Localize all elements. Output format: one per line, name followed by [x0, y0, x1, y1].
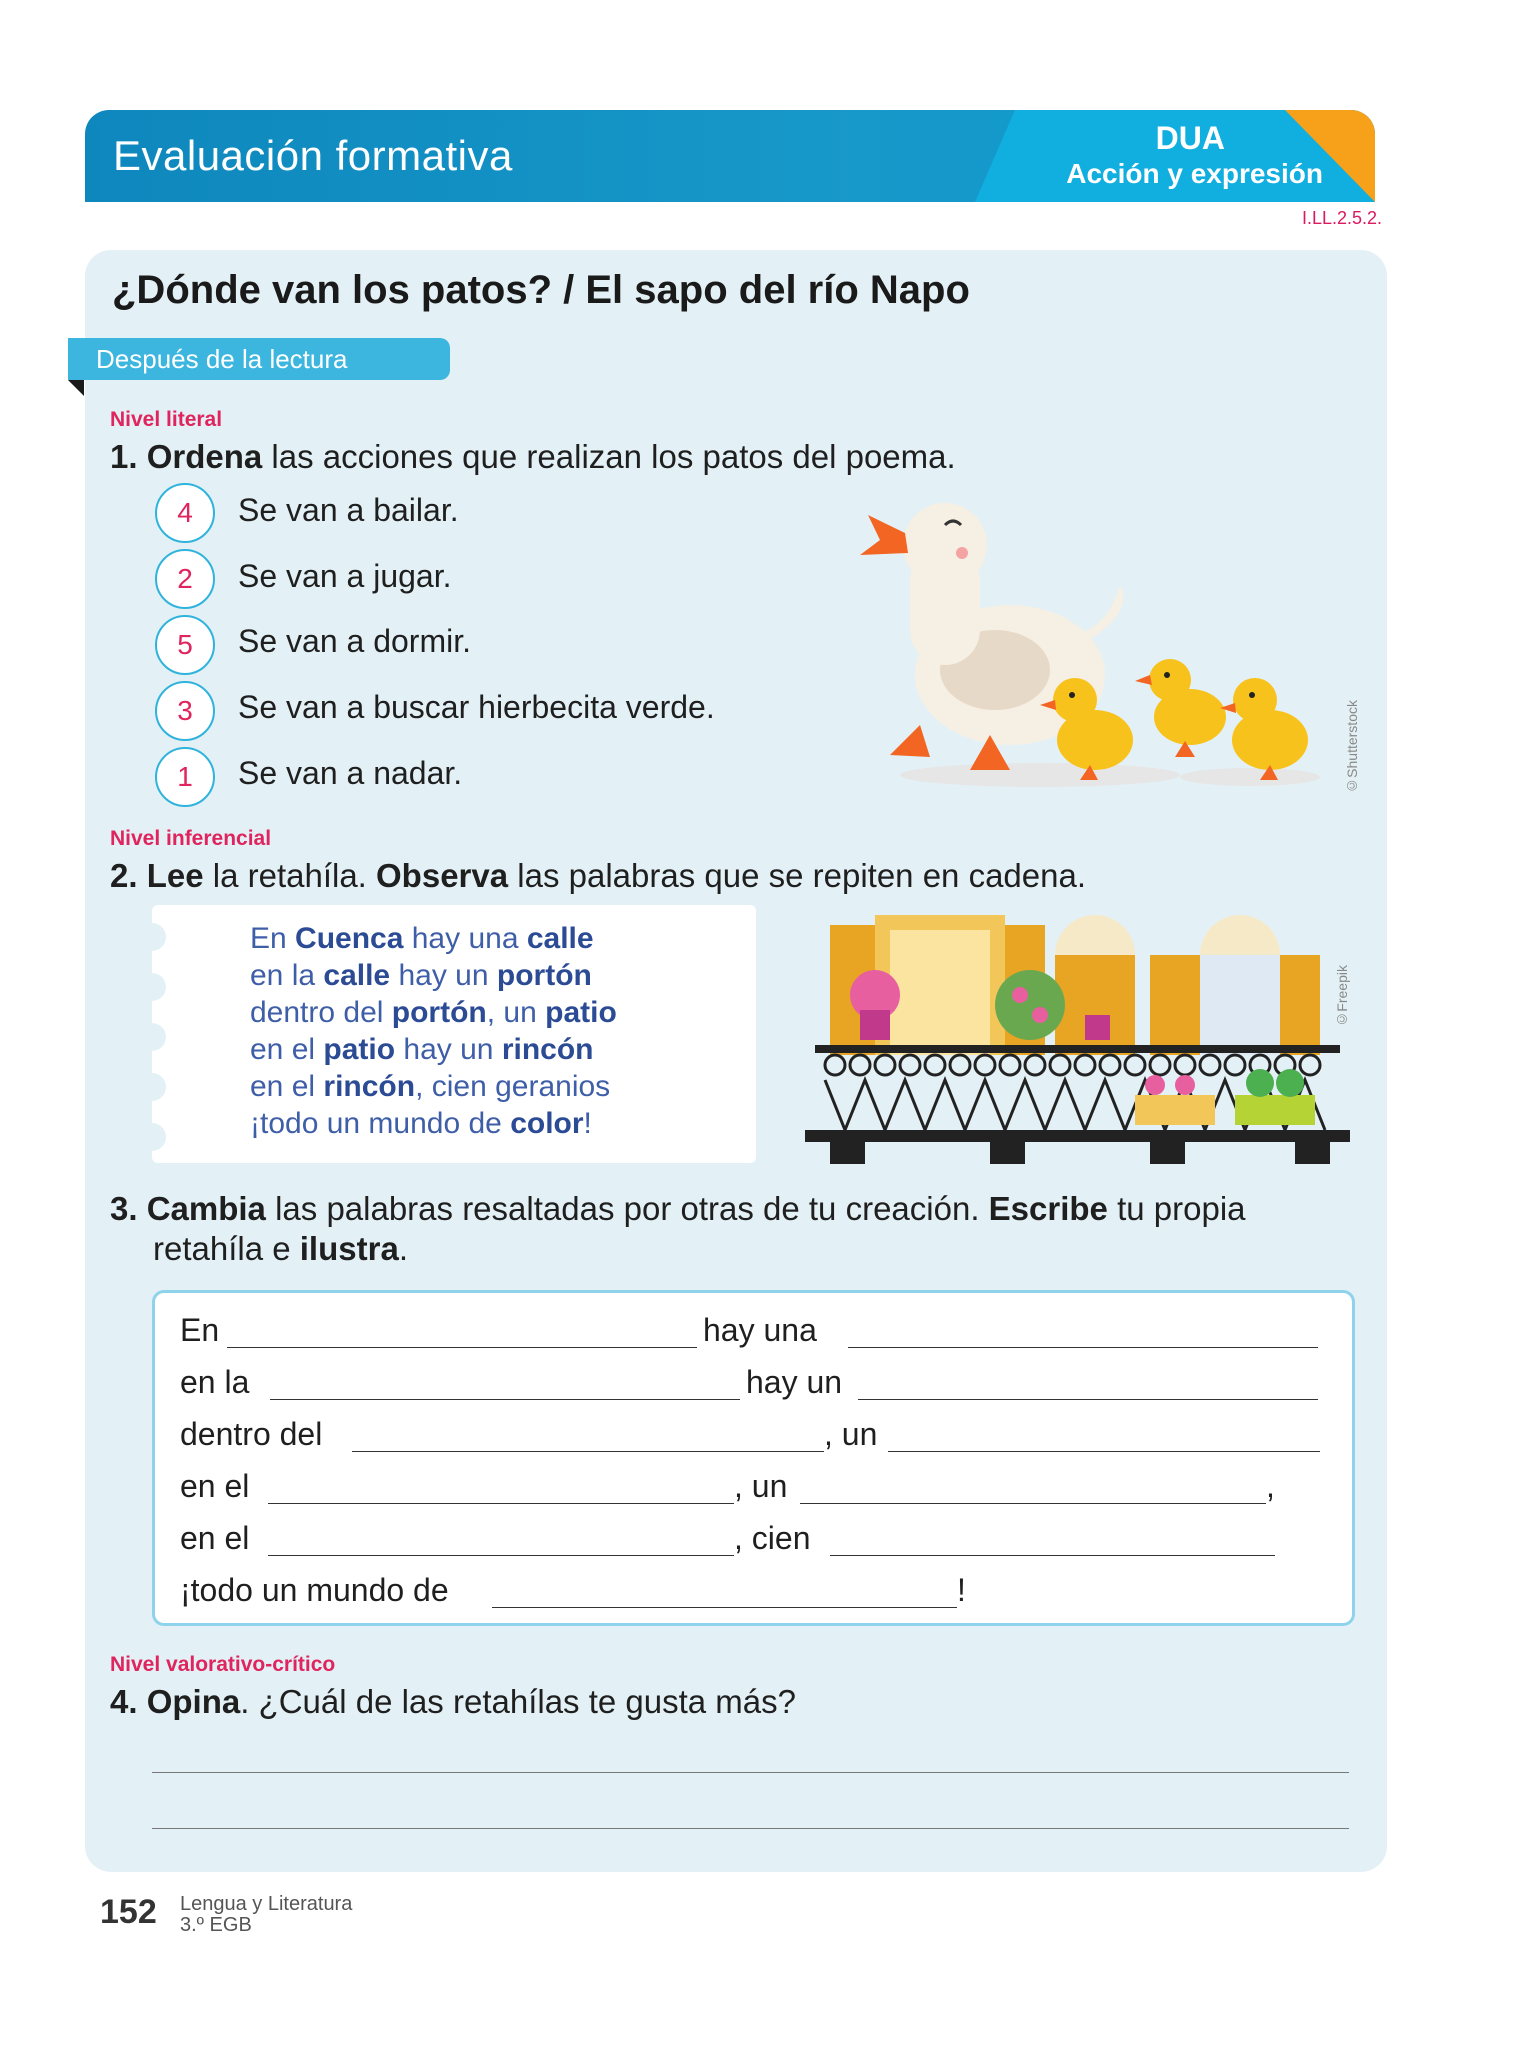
- blank-line[interactable]: [830, 1555, 1275, 1556]
- dua-label: DUA: [1155, 120, 1225, 156]
- order-circle-5[interactable]: 1: [155, 747, 215, 807]
- binder-hole: [138, 1073, 166, 1101]
- blank-line[interactable]: [800, 1503, 1266, 1504]
- answer-line[interactable]: [152, 1828, 1349, 1829]
- question-verb: Escribe: [988, 1190, 1108, 1227]
- tab-notch: [68, 380, 84, 396]
- level-label-valorativo: Nivel valorativo-crítico: [110, 1653, 336, 1676]
- template-word: , cien: [734, 1520, 811, 1556]
- question-4: [110, 1683, 796, 1721]
- blank-line[interactable]: [858, 1399, 1318, 1400]
- question-text: retahíla e: [153, 1230, 300, 1267]
- option-text-2: Se van a jugar.: [238, 558, 452, 594]
- order-circle-1[interactable]: 4: [155, 483, 215, 543]
- order-circle-3[interactable]: 5: [155, 615, 215, 675]
- option-text-1: Se van a bailar.: [238, 492, 459, 528]
- section-tab: [68, 338, 450, 380]
- balcony-illustration: [805, 905, 1350, 1170]
- poem-line: En Cuenca hay una calle: [250, 922, 594, 955]
- ducks-illustration: [850, 495, 1330, 795]
- question-verb: Ordena: [146, 438, 263, 475]
- question-number: 2.: [110, 857, 138, 894]
- header-title: Evaluación formativa: [113, 132, 513, 179]
- blank-line[interactable]: [270, 1399, 740, 1400]
- question-text: . ¿Cuál de las retahílas te gusta más?: [240, 1683, 796, 1720]
- option-text-4: Se van a buscar hierbecita verde.: [238, 689, 715, 725]
- order-circle-2[interactable]: 2: [155, 549, 215, 609]
- blank-line[interactable]: [227, 1347, 697, 1348]
- header-band: [85, 110, 1375, 202]
- blank-line[interactable]: [492, 1607, 957, 1608]
- poem-line: dentro del portón, un patio: [250, 996, 617, 1029]
- question-3: [110, 1189, 1360, 1269]
- question-verb: Observa: [376, 857, 509, 894]
- binder-hole: [138, 1123, 166, 1151]
- template-word: ¡todo un mundo de: [180, 1572, 449, 1608]
- indicator-code: I.LL.2.5.2.: [1301, 208, 1382, 228]
- template-word: , un: [734, 1468, 788, 1504]
- question-text: la retahíla.: [203, 857, 377, 894]
- template-word: En: [180, 1312, 220, 1348]
- binder-hole: [138, 1023, 166, 1051]
- template-word: hay un: [746, 1364, 843, 1400]
- question-text: las acciones que realizan los patos del poema.: [262, 438, 956, 475]
- blank-line[interactable]: [888, 1451, 1320, 1452]
- template-word: , un: [824, 1416, 878, 1452]
- blank-line[interactable]: [268, 1555, 734, 1556]
- dua-subtitle: Acción y expresión: [1066, 158, 1323, 189]
- template-word: en el: [180, 1468, 250, 1504]
- grade-label: 3.º EGB: [180, 1914, 252, 1936]
- poem-line: ¡todo un mundo de color!: [250, 1107, 592, 1140]
- poem-line: en la calle hay un portón: [250, 959, 592, 992]
- poem-line: en el patio hay un rincón: [250, 1033, 594, 1066]
- blank-line[interactable]: [848, 1347, 1318, 1348]
- question-text: .: [398, 1230, 408, 1267]
- order-circle-4[interactable]: 3: [155, 681, 215, 741]
- question-number: 4.: [110, 1683, 138, 1720]
- option-text-5: Se van a nadar.: [238, 755, 463, 791]
- question-text: las palabras que se repiten en cadena.: [508, 857, 1087, 894]
- binder-hole: [138, 973, 166, 1001]
- duckling-2: [1135, 659, 1226, 757]
- question-text: tu propia: [1107, 1190, 1246, 1227]
- subject-label: Lengua y Literatura: [180, 1893, 353, 1915]
- question-text: las palabras resaltadas por otras de tu creación.: [265, 1190, 989, 1227]
- question-number: 3.: [110, 1190, 138, 1227]
- question-2: [110, 857, 1086, 895]
- poem-text: [250, 920, 617, 1142]
- question-verb: Cambia: [146, 1190, 266, 1227]
- template-word: dentro del: [180, 1416, 323, 1452]
- question-verb: Lee: [146, 857, 204, 894]
- page-number: 152: [100, 1893, 157, 1931]
- binder-hole: [138, 923, 166, 951]
- question-number: 1.: [110, 438, 138, 475]
- level-label-inferencial: Nivel inferencial: [110, 827, 272, 850]
- image-credit-balcony: ©Freepik: [1334, 965, 1350, 1028]
- template-word: !: [957, 1572, 966, 1608]
- image-credit-ducks: ©Shutterstock: [1344, 700, 1360, 794]
- option-text-3: Se van a dormir.: [238, 623, 471, 659]
- section-tab-label: Después de la lectura: [96, 344, 348, 374]
- question-1: [110, 438, 956, 476]
- template-word: ,: [1266, 1468, 1275, 1504]
- duckling-3: [1220, 678, 1308, 780]
- template-word: hay una: [703, 1312, 817, 1348]
- blank-line[interactable]: [268, 1503, 734, 1504]
- template-word: en la: [180, 1364, 250, 1400]
- answer-line[interactable]: [152, 1772, 1349, 1773]
- level-label-literal: Nivel literal: [110, 408, 223, 431]
- poem-line: en el rincón, cien geranios: [250, 1070, 611, 1103]
- question-verb: Opina: [146, 1683, 241, 1720]
- template-word: en el: [180, 1520, 250, 1556]
- question-verb: ilustra: [299, 1230, 399, 1267]
- page-title: ¿Dónde van los patos? / El sapo del río Napo: [112, 268, 970, 312]
- blank-line[interactable]: [352, 1451, 824, 1452]
